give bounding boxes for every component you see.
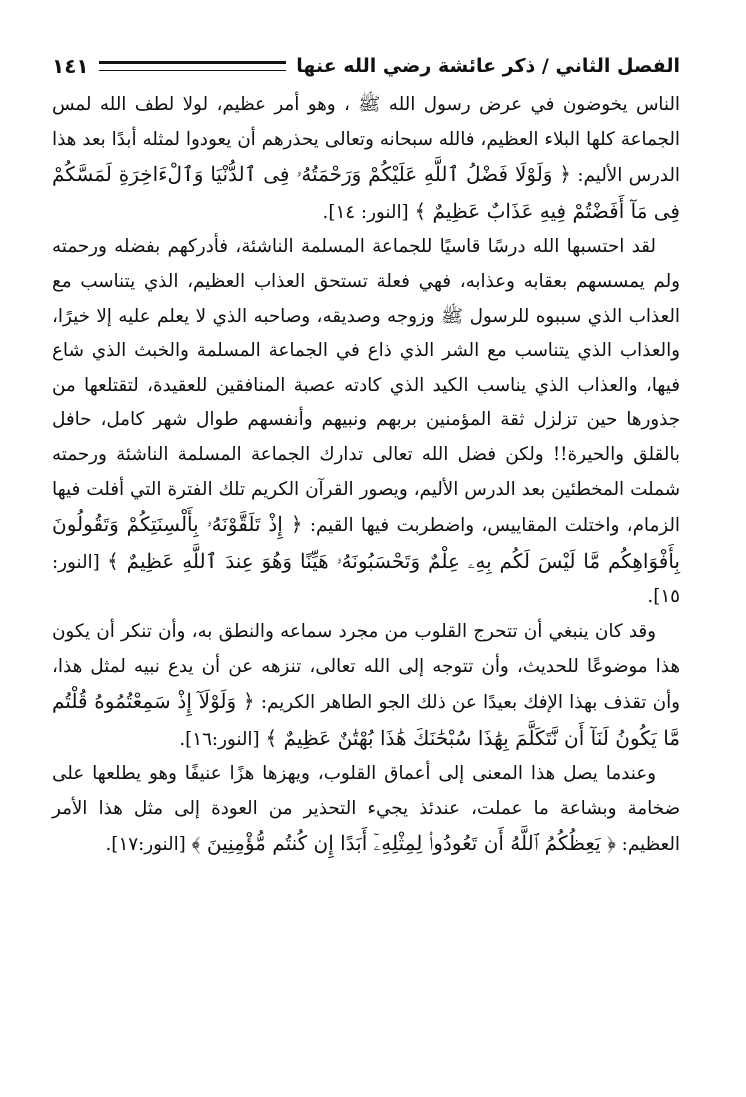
body-text: [52, 88, 680, 863]
book-page: [52, 46, 680, 863]
running-header: [52, 46, 680, 86]
verse-reference: [النور: ١٥].: [52, 551, 680, 608]
verse-reference: [النور:١٦].: [179, 728, 266, 750]
verse-reference: [النور:١٧].: [105, 834, 192, 856]
paragraph: [52, 615, 680, 757]
paragraph: [52, 757, 680, 863]
paragraph-text: وقد كان ينبغي أن تتحرج القلوب من مجرد سماعه والنطق به، وأن تنكر أن يكون هذا موضوعًا للحديث، وأن تتوجه إلى الله تعالى، تنزهه عن أن يدع نبيه لمثل هذا، وأن تقذف بهذا الإفك بعيدًا عن ذلك الجو الطاهر الكريم:: [52, 620, 680, 714]
paragraph-text: الناس يخوضون في عرض رسول الله ﷺ ، وهو أمر عظيم، لولا لطف الله لمس الجماعة كلها البلاء العظيم، فالله سبحانه وتعالى يحذرهم أن يعودوا لمثله أبدًا بعد هذا الدرس الأليم:: [52, 94, 680, 187]
quran-verse: ﴿ وَلَوْلَا فَضْلُ ٱللَّهِ عَلَيْكُمْ وَرَحْمَتُهُۥ فِى ٱلدُّنْيَا وَٱلْءَاخِرَةِ لَمَسَّكُمْ فِى مَآ أَفَضْتُمْ فِيهِ عَذَابٌ عَظِيمٌ ﴾: [52, 162, 680, 223]
paragraph: [52, 88, 680, 230]
chapter-title: الفصل الثاني / ذكر عائشة رضي الله عنها: [296, 55, 680, 77]
paragraph-text: وعندما يصل هذا المعنى إلى أعماق القلوب، ويهزها هزًا عنيفًا وهو يطلعها على ضخامة وبشاعة ما عملت، عندئذ يجيء التحذير من العودة إلى مثل هذا الأمر العظيم:: [52, 763, 680, 856]
quran-verse: ﴿ يَعِظُكُمُ ٱللَّهُ أَن تَعُودُوا۟ لِمِثْلِهِۦٓ أَبَدًا إِن كُنتُم مُّؤْمِنِينَ ﴾: [191, 831, 616, 856]
paragraph-text: لقد احتسبها الله درسًا قاسيًا للجماعة المسلمة الناشئة، فأدركهم بفضله ورحمته ولم يمسسهم بعقابه وعذابه، فهي فعلة تستحق العذاب العظيم، الذي يتناسب مع العذاب الذي سببوه للرسول ﷺ وزوجه وصديقه، وصاحبه الذي لا يعلم عليه إلا خيرًا، والعذاب الذي يتناسب مع الشر الذي ذاع في الجماعة المسلمة والخبث الذي شاع فيها، والعذاب الذي يناسب الكيد الذي كادته عصبة المنافقين للعقيدة، لتقتلعها من جذورها حين تزلزل ثقة المؤمنين بربهم ونبيهم وأنفسهم طوال شهر كامل، حافل بالقلق والحيرة!! ولكن فضل الله تعالى تدارك الجماعة المسلمة الناشئة ورحمته شملت المخطئين بعد الدرس الأليم، ويصور القرآن الكريم تلك الفترة التي أفلت فيها الزمام، واختلت المقاييس، واضطربت فيها القيم:: [52, 236, 680, 537]
header-rule: [99, 61, 287, 71]
verse-reference: [النور: ١٤].: [322, 201, 415, 223]
paragraph: [52, 230, 680, 615]
quran-verse: ﴿ وَلَوْلَآ إِذْ سَمِعْتُمُوهُ قُلْتُم مَّا يَكُونُ لَنَآ أَن نَّتَكَلَّمَ بِهَٰذَا سُبْحَٰنَكَ هَٰذَا بُهْتَٰنٌ عَظِيمٌ ﴾: [52, 689, 680, 750]
quran-verse: ﴿ إِذْ تَلَقَّوْنَهُۥ بِأَلْسِنَتِكُمْ وَتَقُولُونَ بِأَفْوَاهِكُم مَّا لَيْسَ لَكُم بِهِۦ عِلْمٌ وَتَحْسَبُونَهُۥ هَيِّنًا وَهُوَ عِندَ ٱللَّهِ عَظِيمٌ ﴾: [52, 512, 680, 573]
page-number: ١٤١: [52, 54, 89, 78]
